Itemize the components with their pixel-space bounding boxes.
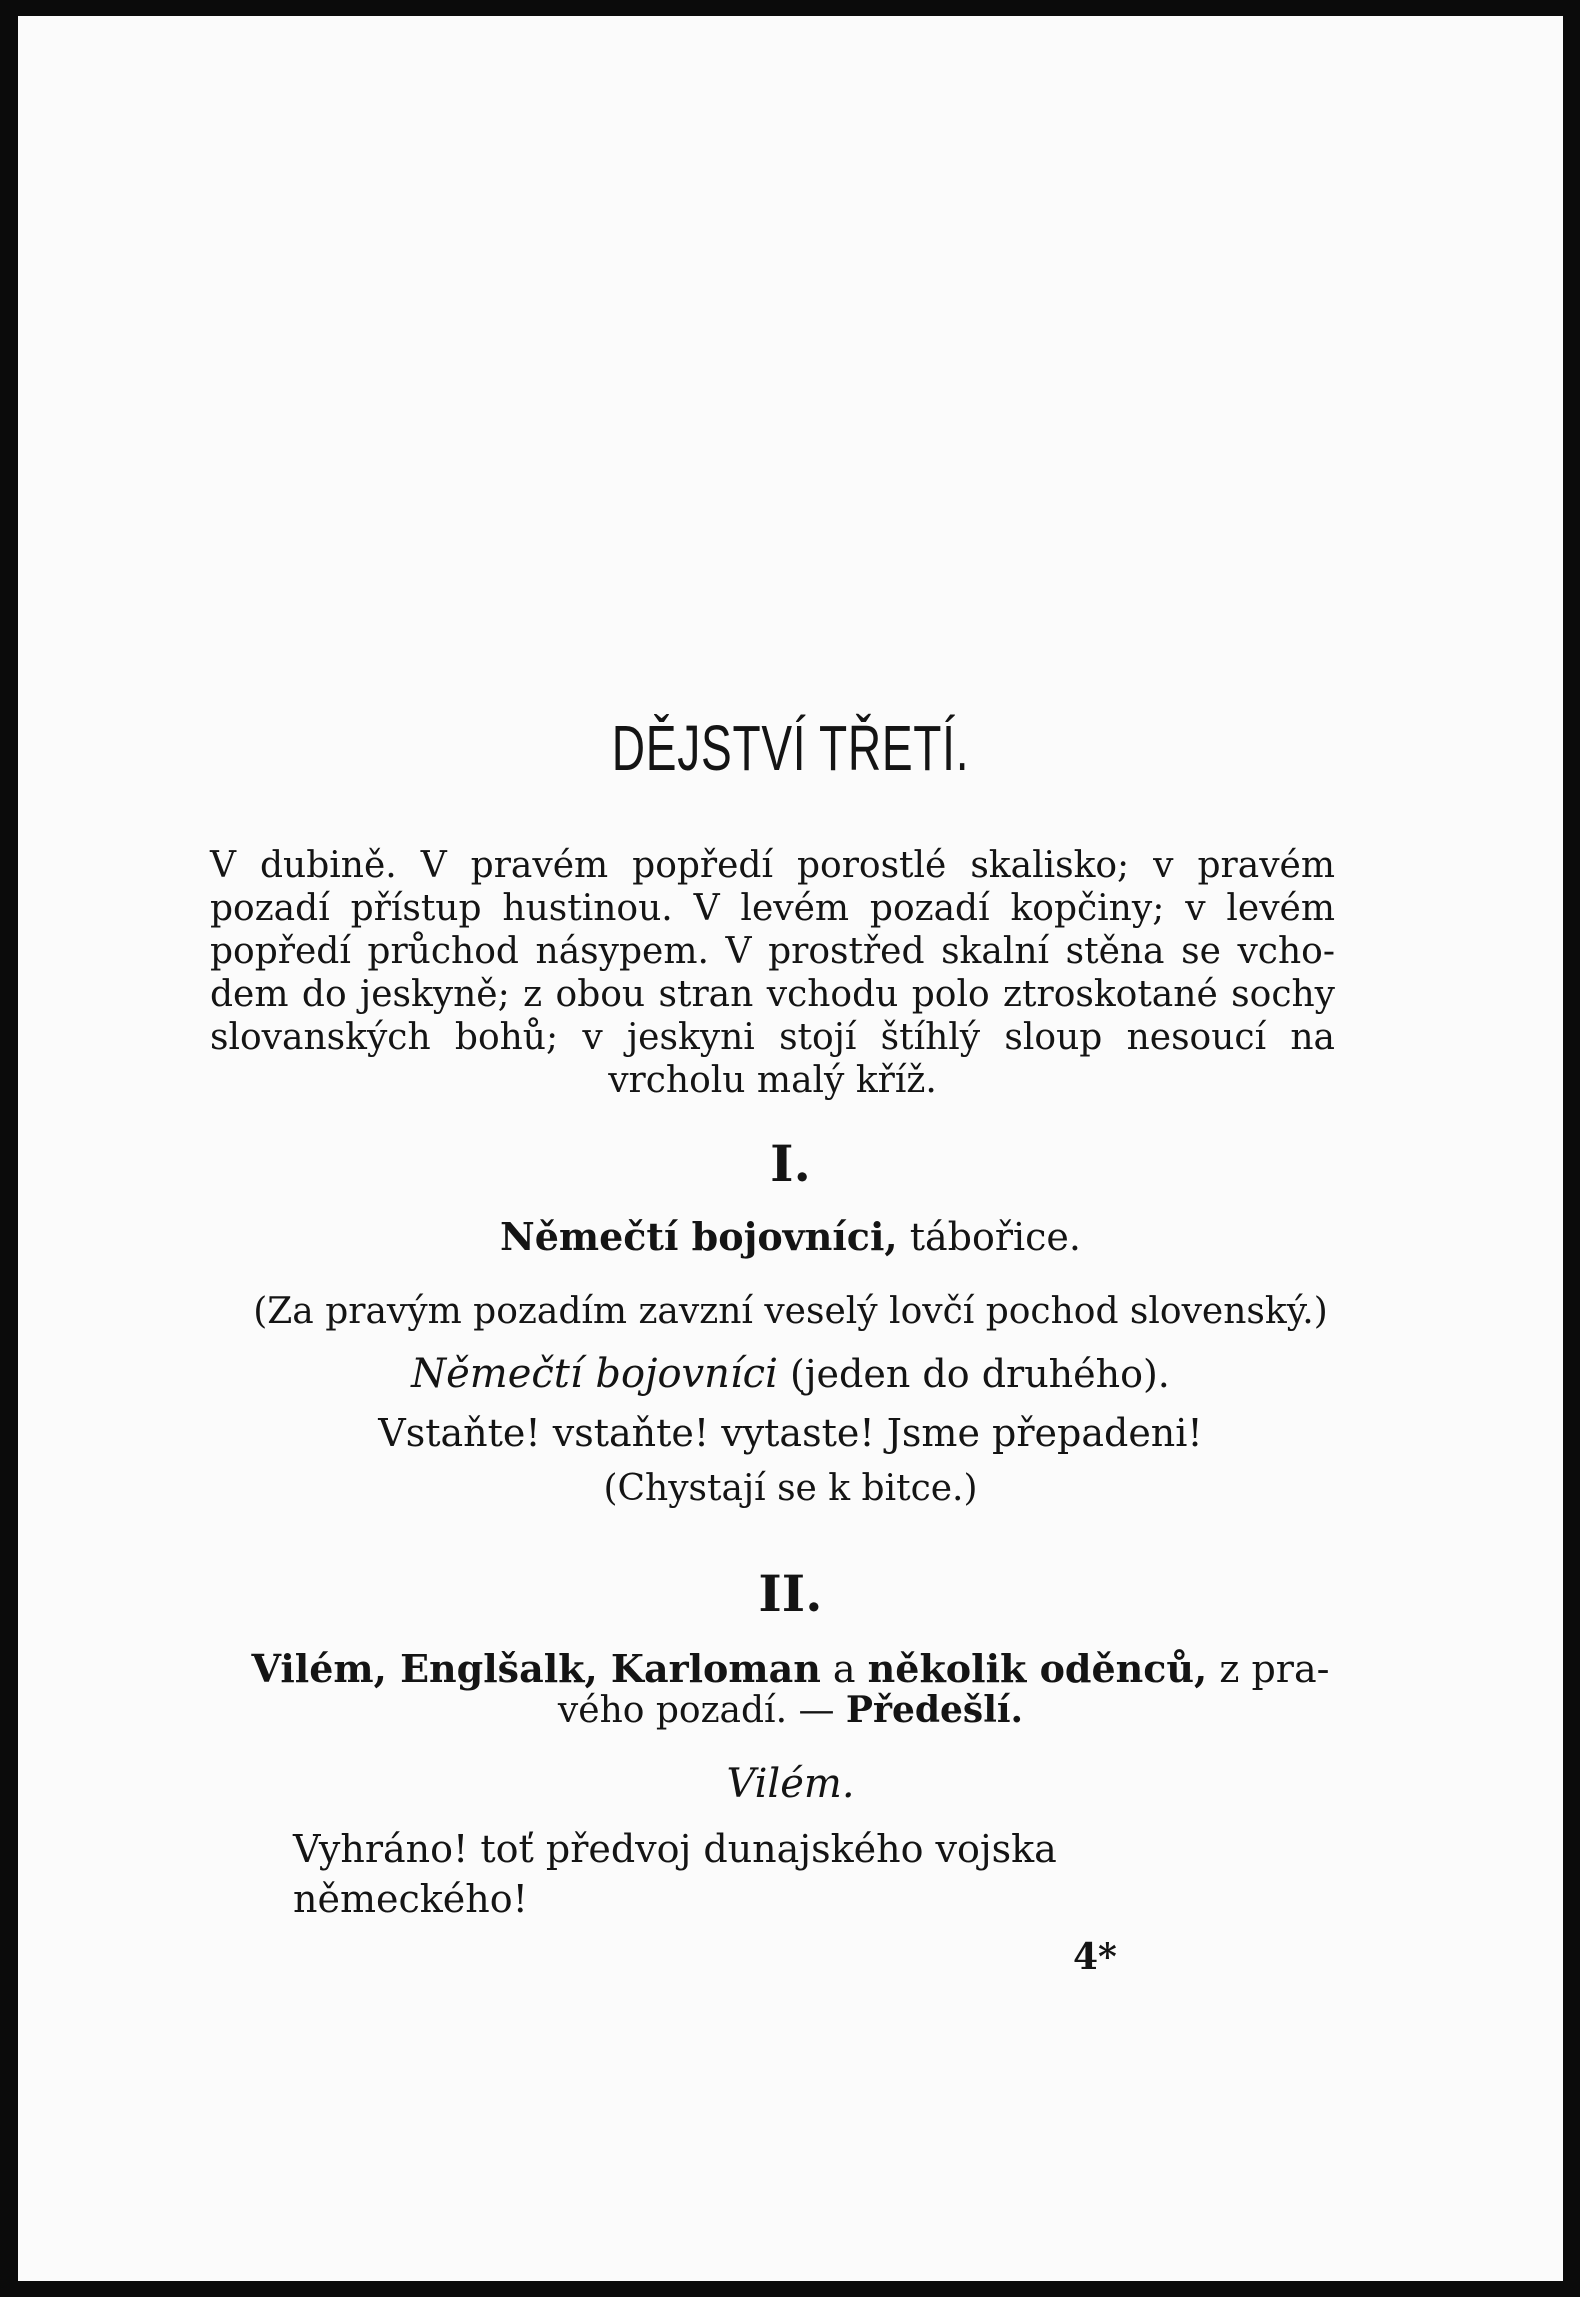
scene2-characters-line2 bbox=[18, 1689, 1563, 1731]
page-number: 4* bbox=[1073, 1936, 1117, 1978]
scene1-speaker-line bbox=[18, 1351, 1563, 1397]
scene1-characters-names: Němečtí bojovníci, bbox=[500, 1214, 898, 1259]
scene2-characters-entry: vého pozadí. — bbox=[557, 1690, 846, 1731]
setting-line: dem do jeskyně; z obou stran vchodu polo ztroskotané sochy bbox=[210, 974, 1335, 1015]
scene2-characters-line1 bbox=[18, 1646, 1563, 1691]
scene2-characters-group: několik oděnců, bbox=[867, 1646, 1208, 1691]
scene2-speech-line: německého! bbox=[293, 1877, 528, 1921]
scene2-characters-previous: Předešlí. bbox=[845, 1689, 1024, 1731]
scene2-characters-from: z pra- bbox=[1207, 1647, 1330, 1691]
scene-number-2: II. bbox=[758, 1564, 823, 1623]
scene1-stage-direction: (Za pravým pozadím zavzní veselý lovčí pochod slovenský.) bbox=[253, 1291, 1328, 1332]
setting-line: popředí průchod násypem. V prostřed skalní stěna se vcho- bbox=[210, 931, 1335, 972]
setting-last-line: vrcholu malý kříž. bbox=[608, 1060, 937, 1101]
scene2-speech bbox=[293, 1824, 1183, 1924]
setting-description bbox=[210, 844, 1335, 1059]
setting-line: pozadí přístup hustinou. V levém pozadí kopčiny; v levém bbox=[210, 888, 1335, 929]
scene2-speaker: Vilém. bbox=[726, 1761, 855, 1807]
scene1-characters-note: tábořice. bbox=[897, 1215, 1081, 1259]
scene1-characters bbox=[18, 1214, 1563, 1259]
book-page bbox=[18, 16, 1563, 2281]
scene1-action: (Chystají se k bitce.) bbox=[603, 1468, 978, 1509]
setting-line: V dubině. V pravém popředí porostlé skalisko; v pravém bbox=[210, 845, 1335, 886]
act-title: DĚJSTVÍ TŘETÍ. bbox=[611, 712, 970, 784]
scene2-characters-names: Vilém, Englšalk, Karloman bbox=[251, 1646, 821, 1691]
scene1-speech: Vstaňte! vstaňte! vytaste! Jsme přepadeni! bbox=[378, 1411, 1203, 1455]
scene1-speaker-note: (jeden do druhého). bbox=[777, 1352, 1170, 1396]
scene1-speaker: Němečtí bojovníci bbox=[411, 1351, 778, 1397]
setting-line: slovanských bohů; v jeskyni stojí štíhlý sloup nesoucí na bbox=[210, 1017, 1335, 1058]
scene-number-1: I. bbox=[770, 1134, 811, 1193]
scene2-characters-conj: a bbox=[820, 1647, 868, 1691]
scene2-speech-line: Vyhráno! toť předvoj dunajského vojska bbox=[293, 1827, 1057, 1871]
